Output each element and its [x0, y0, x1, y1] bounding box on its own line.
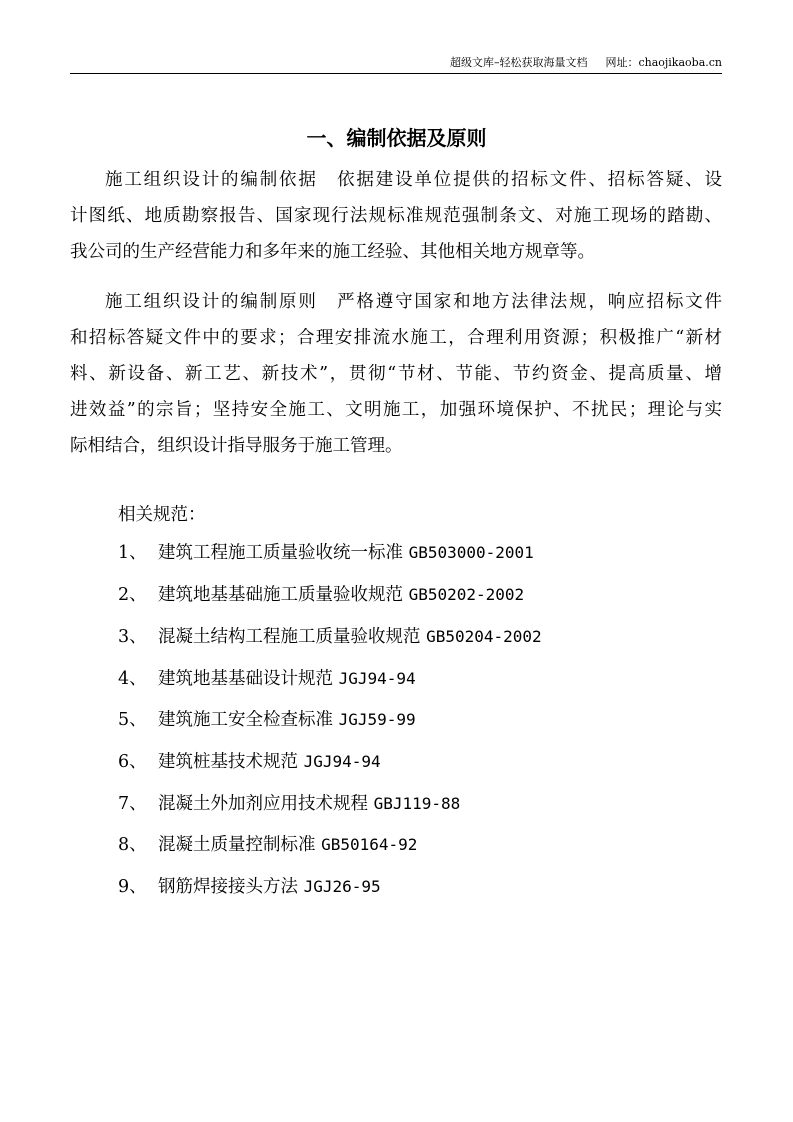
reference-item [118, 541, 534, 565]
reference-code: GB50202-2002 [408, 585, 525, 604]
paragraph-line: 施工组织设计的编制依据 依据建设单位提供的招标文件、招标答疑、设 [105, 170, 722, 190]
paragraph-line: 我公司的生产经营能力和多年来的施工经验、其他相关地方规章等。 [70, 242, 595, 262]
header-site-name: 超级文库–轻松获取海量文档 [449, 56, 588, 69]
reference-item [118, 750, 381, 774]
reference-name: 建筑施工安全检查标准 [158, 710, 333, 730]
section-title: 一、编制依据及原则 [306, 126, 487, 150]
reference-item [118, 875, 381, 899]
paragraph-line: 计图纸、地质勘察报告、国家现行法规标准规范强制条文、对施工现场的踏勘、 [70, 206, 722, 226]
reference-item [118, 667, 416, 691]
paragraph-line: 和招标答疑文件中的要求；合理安排流水施工，合理利用资源；积极推广“新材 [70, 328, 722, 348]
reference-code: GBJ119-88 [373, 794, 461, 813]
reference-number: 1、 [118, 543, 147, 563]
reference-name: 建筑工程施工质量验收统一标准 [158, 543, 403, 563]
reference-number: 9、 [118, 877, 147, 897]
reference-code: GB503000-2001 [408, 543, 534, 562]
reference-name: 建筑地基基础施工质量验收规范 [158, 585, 403, 605]
reference-code: JGJ59-99 [338, 710, 416, 729]
reference-item [118, 708, 416, 732]
reference-number: 8、 [118, 835, 147, 855]
page-header [70, 55, 722, 74]
reference-item [118, 792, 460, 816]
reference-number: 6、 [118, 752, 147, 772]
reference-code: GB50164-92 [321, 835, 418, 854]
reference-name: 建筑地基基础设计规范 [158, 669, 333, 689]
reference-code: GB50204-2002 [426, 627, 542, 646]
reference-name: 钢筋焊接接头方法 [158, 877, 298, 897]
reference-name: 建筑桩基技术规范 [158, 752, 298, 772]
reference-name: 混凝土外加剂应用技术规程 [158, 794, 368, 814]
paragraph-line: 际相结合，组织设计指导服务于施工管理。 [70, 436, 403, 456]
references-heading: 相关规范： [118, 505, 206, 525]
reference-number: 5、 [118, 710, 147, 730]
reference-code: JGJ94-94 [303, 752, 381, 771]
reference-number: 3、 [118, 627, 147, 647]
reference-number: 2、 [118, 585, 147, 605]
header-url: 网址：chaojikaoba.cn [605, 56, 722, 69]
reference-number: 4、 [118, 669, 147, 689]
paragraph-line: 料、新设备、新工艺、新技术”，贯彻“节材、节能、节约资金、提高质量、增 [70, 364, 722, 384]
reference-item [118, 583, 524, 607]
paragraph-basis [70, 162, 722, 270]
paragraph-line: 进效益”的宗旨；坚持安全施工、文明施工，加强环境保护、不扰民；理论与实 [70, 400, 722, 420]
reference-name: 混凝土结构工程施工质量验收规范 [158, 627, 421, 647]
paragraph-line: 施工组织设计的编制原则 严格遵守国家和地方法律法规，响应招标文件 [105, 292, 722, 312]
reference-item [118, 625, 542, 649]
reference-code: JGJ94-94 [338, 669, 416, 688]
paragraph-principles [70, 284, 722, 464]
reference-name: 混凝土质量控制标准 [158, 835, 316, 855]
reference-code: JGJ26-95 [303, 877, 381, 896]
reference-item [118, 833, 417, 857]
reference-number: 7、 [118, 794, 147, 814]
